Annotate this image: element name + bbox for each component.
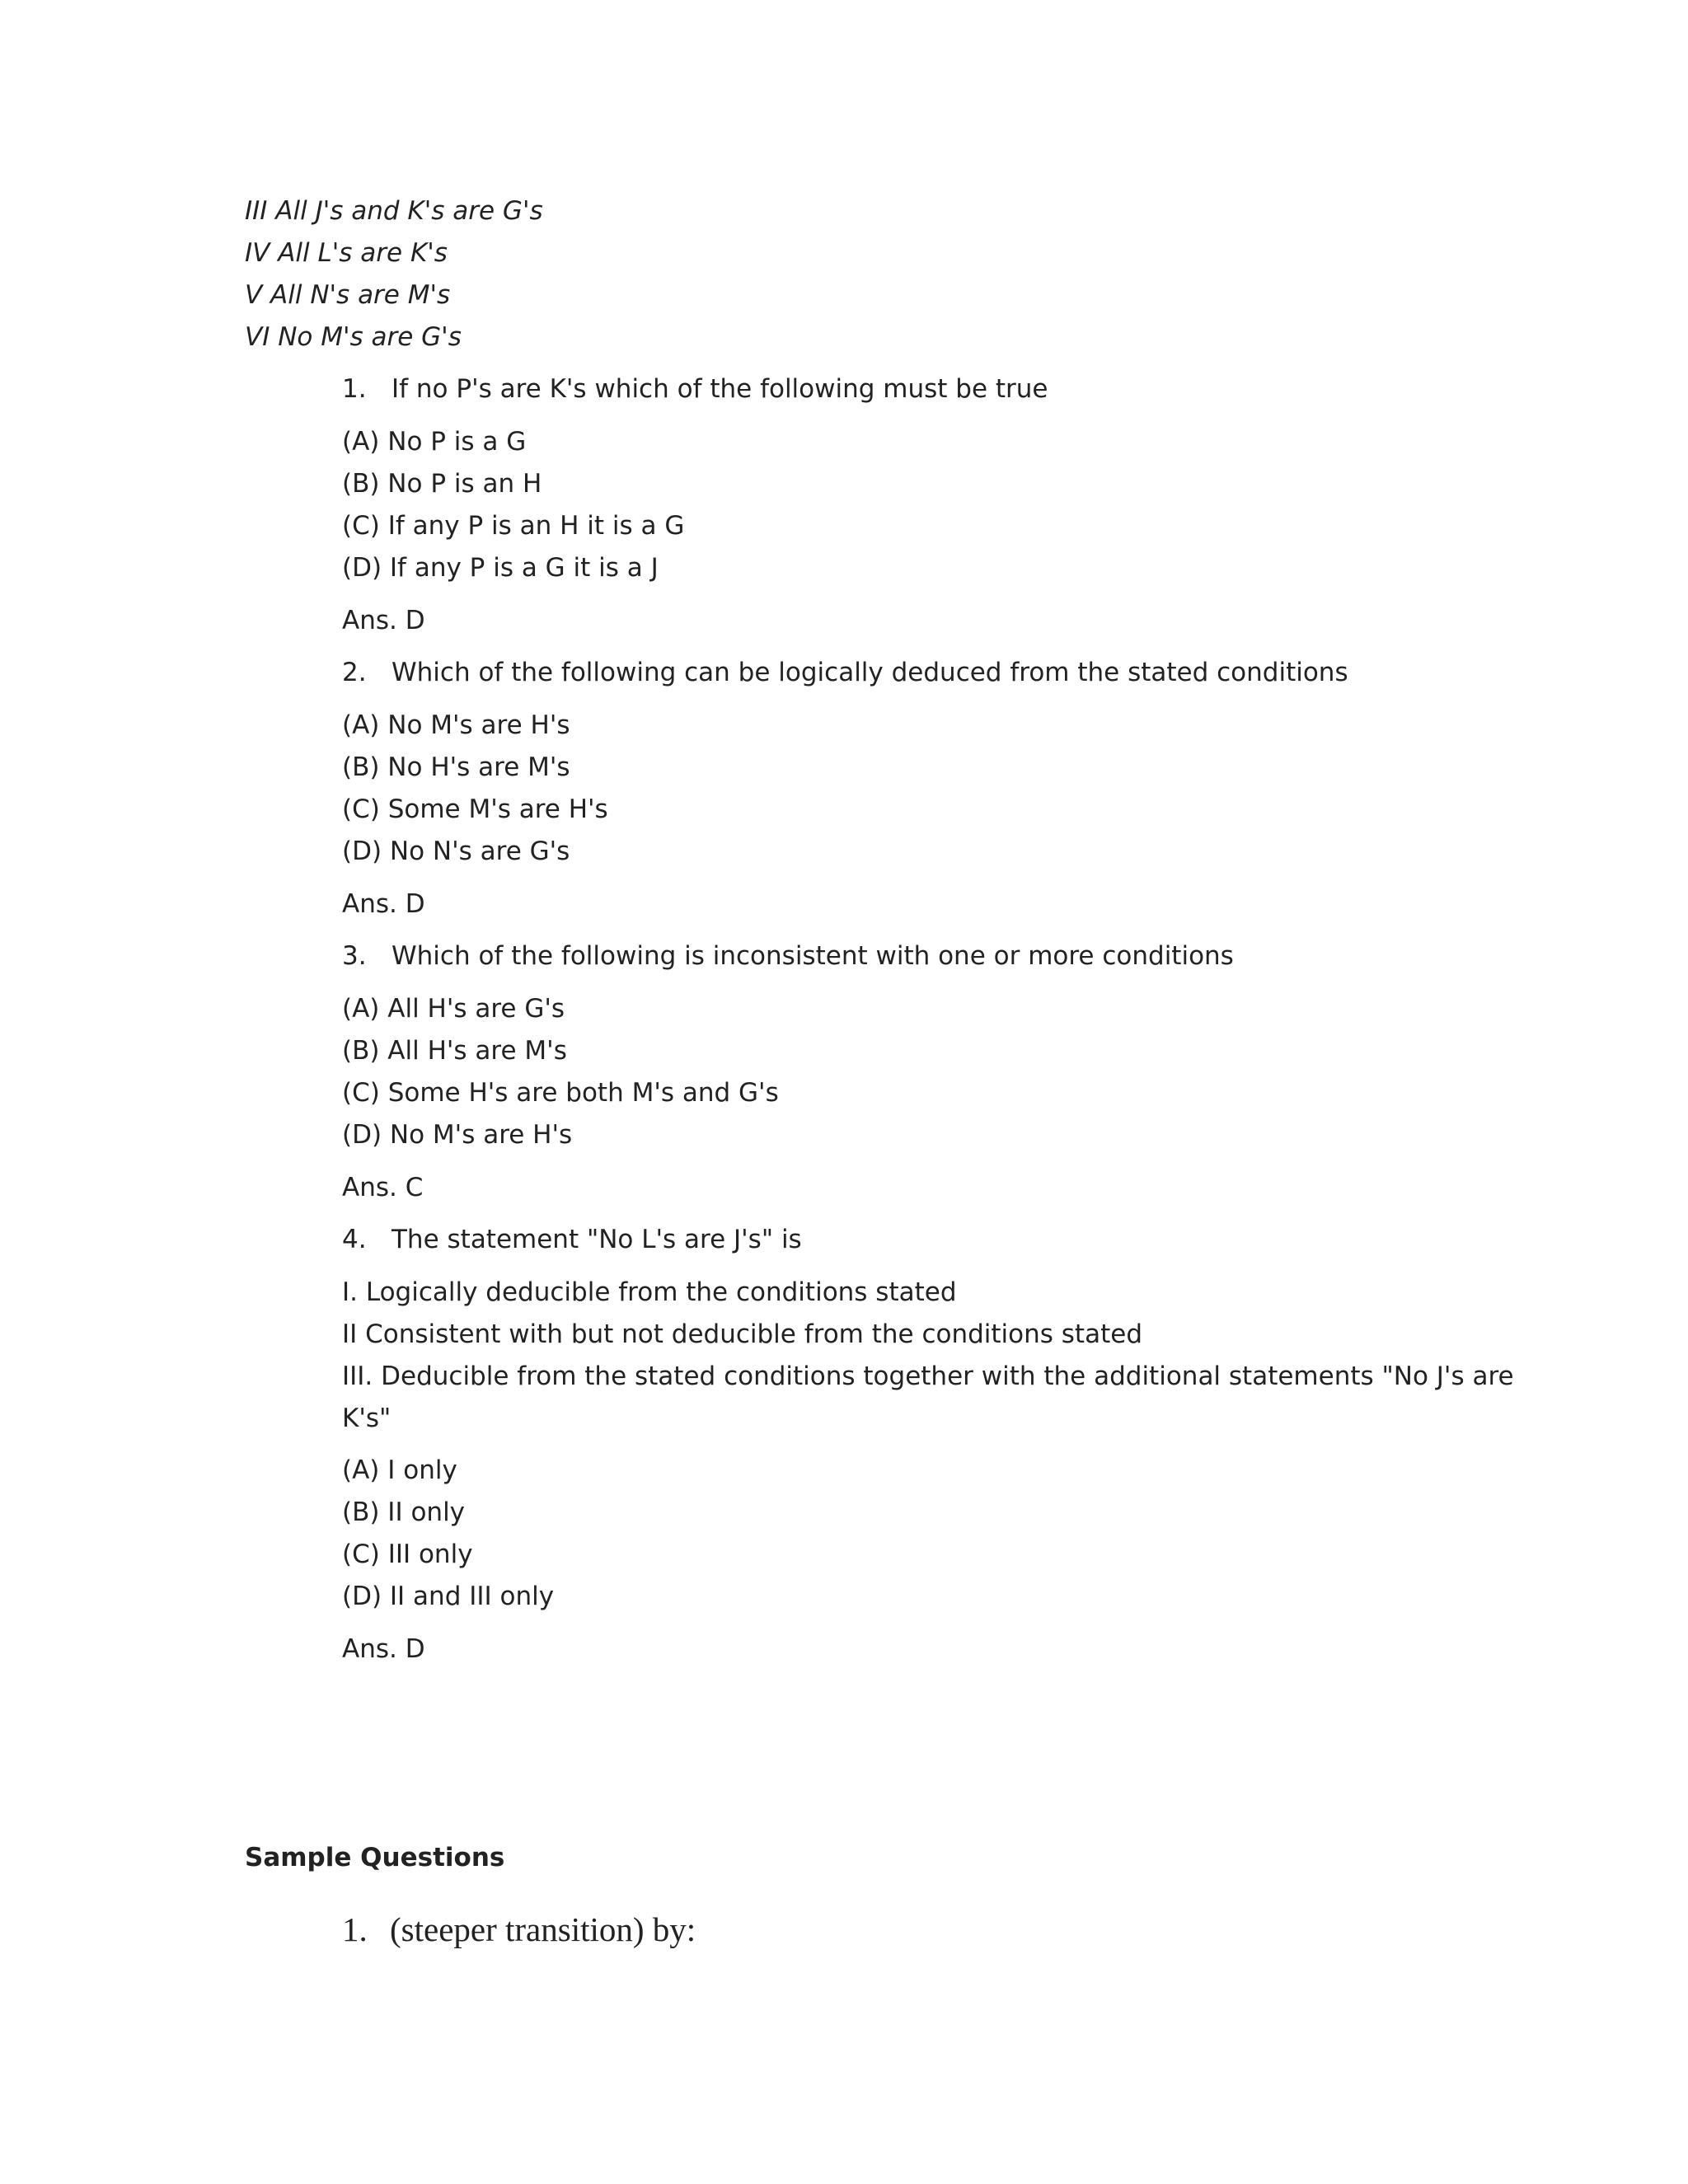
question-number: 3. [342, 941, 367, 971]
question-number: 4. [342, 1225, 367, 1254]
option-2c: (C) Some M's are H's [342, 794, 608, 824]
answer-1: Ans. D [342, 606, 425, 635]
answer-3: Ans. C [342, 1173, 424, 1202]
sample-question-1 [342, 1909, 696, 1950]
question-2 [342, 656, 1348, 689]
option-2d: (D) No N's are G's [342, 837, 570, 866]
option-1c: (C) If any P is an H it is a G [342, 511, 685, 541]
option-4b: (B) II only [342, 1497, 466, 1527]
statement-ii: II Consistent with but not deducible from the conditions stated [342, 1319, 1142, 1349]
sample-question-number: 1. [342, 1910, 368, 1948]
sample-question-text: (steeper transition) by: [390, 1910, 696, 1948]
question-text: The statement "No L's are J's" is [392, 1225, 802, 1254]
statement-iii-continued: K's" [342, 1404, 392, 1433]
question-number: 2. [342, 658, 367, 687]
option-1a: (A) No P is a G [342, 427, 527, 457]
option-3d: (D) No M's are H's [342, 1120, 573, 1150]
question-4 [342, 1223, 802, 1256]
option-4c: (C) III only [342, 1540, 473, 1569]
option-2b: (B) No H's are M's [342, 752, 570, 782]
answer-4: Ans. D [342, 1634, 425, 1664]
option-2a: (A) No M's are H's [342, 710, 570, 740]
question-3 [342, 940, 1234, 972]
option-4a: (A) I only [342, 1455, 457, 1485]
condition-iii: III All J's and K's are G's [245, 196, 543, 226]
option-1b: (B) No P is an H [342, 469, 542, 499]
condition-iv: IV All L's are K's [245, 238, 448, 268]
option-3a: (A) All H's are G's [342, 994, 565, 1024]
question-text: Which of the following can be logically deduced from the stated conditions [392, 658, 1348, 687]
question-text: If no P's are K's which of the following must be true [392, 374, 1048, 404]
option-3b: (B) All H's are M's [342, 1036, 567, 1066]
condition-vi: VI No M's are G's [245, 322, 462, 352]
statement-i: I. Logically deducible from the conditions stated [342, 1277, 957, 1307]
question-1 [342, 373, 1048, 405]
question-text: Which of the following is inconsistent with one or more conditions [392, 941, 1234, 971]
option-1d: (D) If any P is a G it is a J [342, 553, 659, 583]
option-4d: (D) II and III only [342, 1582, 555, 1611]
answer-2: Ans. D [342, 889, 425, 919]
question-number: 1. [342, 374, 367, 404]
option-3c: (C) Some H's are both M's and G's [342, 1078, 779, 1108]
section-heading: Sample Questions [245, 1843, 505, 1872]
condition-v: V All N's are M's [245, 280, 451, 310]
statement-iii: III. Deducible from the stated conditions together with the additional statements "No J's are [342, 1361, 1514, 1391]
